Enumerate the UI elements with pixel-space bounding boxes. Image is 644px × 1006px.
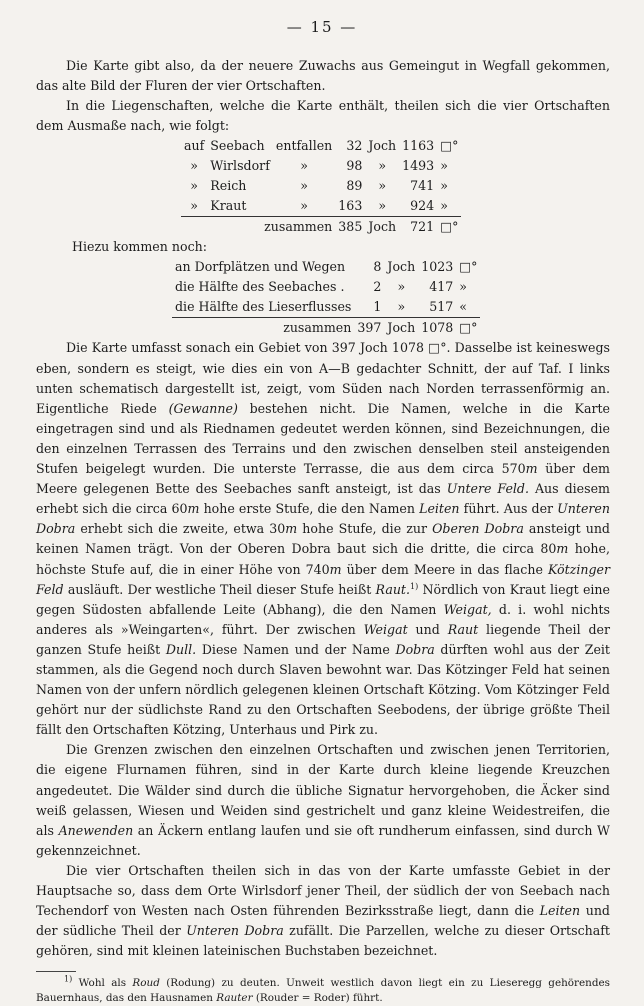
row-sq: « (459, 299, 467, 315)
row-sq: □° (440, 138, 459, 154)
row-joch: 2 (373, 279, 382, 295)
row-unit: » (378, 158, 387, 174)
row-verb: » (300, 198, 308, 214)
row-joch: 89 (346, 178, 363, 194)
row-joch: 98 (346, 158, 363, 174)
footnote-divider (36, 971, 76, 972)
total-unit: Joch (365, 217, 399, 238)
total-joch: 385 (335, 217, 365, 238)
row-label: an Dorfplätzen und Wegen (175, 259, 346, 275)
page-body (36, 56, 610, 1006)
row-sq: » (440, 198, 448, 214)
row-place: Kraut (210, 198, 247, 214)
total-klafter: 1078 (418, 318, 456, 339)
footnote: $^{1)}$ Wohl als Roud (Rodung) zu deuten. Unweit westlich davon liegt ein zu Lieseregg gehörendes Bauernhaus, das den Hausnamen Rauter (Rouder = Roder) führt. (36, 974, 610, 1005)
hiezu-line: Hiezu kommen noch: (72, 239, 207, 255)
total-joch: 397 (354, 318, 384, 339)
row-place: Wirlsdorf (210, 158, 270, 174)
paragraph-2: In die Liegenschaften, welche die Karte enthält, theilen sich die vier Ortschaften dem Ausmaße nach, wie folgt: (36, 98, 610, 134)
row-unit: » (378, 198, 387, 214)
paragraph-5: Die vier Ortschaften theilen sich in das von der Karte umfasste Gebiet in der Hauptsache so, dass dem Orte Wirlsdorf jener Theil, der südlich der von Seebach nach Techendorf von Westen nach Osten führenden Bezirksstraße liegt, dann die Leiten und der südliche Theil der Unteren Dobra zufällt. Die Parzellen, welche zu dieser Ortschaft gehören, sind mit kleinen lateinischen Buchstaben bezeichnet. (36, 862, 610, 959)
row-label: die Hälfte des Seebaches (175, 279, 337, 295)
row-sq: » (440, 158, 448, 174)
row-place: Seebach (210, 138, 265, 154)
row-prefix: » (190, 178, 198, 194)
row-prefix: » (190, 158, 198, 174)
row-prefix: » (190, 198, 198, 214)
table-row (181, 176, 461, 196)
total-row (181, 217, 461, 238)
row-prefix: auf (184, 138, 205, 154)
page-number: — 15 — (286, 18, 358, 36)
table-row (181, 136, 461, 156)
table-row (172, 257, 480, 277)
row-sq: » (459, 279, 467, 295)
row-unit: Joch (368, 138, 397, 154)
row-sq: » (440, 178, 448, 194)
total-row (172, 318, 480, 339)
row-place: Reich (210, 178, 247, 194)
row-klafter: 1023 (421, 259, 454, 275)
row-unit: Joch (387, 259, 416, 275)
row-klafter: 924 (410, 198, 435, 214)
acreage-table (181, 136, 461, 237)
paragraph-4: Die Grenzen zwischen den einzelnen Ortschaften und zwischen jenen Territorien, die eigene Flurnamen führen, sind in der Karte durch kleine liegende Kreuzchen angedeutet. Die Wälder sind durch die übliche Signatur hervorgehoben, die Äcker sind weiß gelassen, Wiesen und Weiden sind gestrichelt und ganz kleine Weidestreifen, die als Anewenden an Äckern entlang laufen und sie oft rundherum einfassen, sind durch W gekennzeichnet. (36, 742, 610, 858)
total-label: zusammen (172, 318, 354, 339)
row-dot: . (340, 279, 345, 295)
row-unit: » (378, 178, 387, 194)
row-label: die Hälfte des Lieserflusses (175, 299, 352, 315)
paragraph-1: Die Karte gibt also, da der neuere Zuwachs aus Gemeingut in Wegfall gekommen, das alte Bild der Fluren der vier Ortschaften. (36, 58, 610, 94)
row-klafter: 741 (410, 178, 435, 194)
row-klafter: 1493 (402, 158, 435, 174)
row-verb: entfallen (275, 138, 333, 154)
paragraph-3: Die Karte umfasst sonach ein Gebiet von 397 Joch 1078 □°. Dasselbe ist keineswegs eben, sondern es steigt, wie dies ein von A—B gedachter Schnitt, der auf Taf. I links unten schematisch dargestellt ist, zeigt, vom Süden nach Norden terrassenförmig an. Eigentliche Riede (Gewanne) bestehen nicht. Die Namen, welche in die Karte eingetragen sind und als Riednamen gedeutet werden können, sind Bezeichnungen, die den einzelnen Terrassen des Terrains und den zwischen denselben steil ansteigenden Stufen beigelegt wurden. Die unterste Terrasse, die aus dem circa 570m über dem Meere gelegenen Bette des Seebaches sanft ansteigt, ist das Untere Feld. Aus diesem erhebt sich die circa 60m hohe erste Stufe, die den Namen Leiten führt. Aus der Unteren Dobra erhebt sich die zweite, etwa 30m hohe Stufe, die zur Oberen Dobra ansteigt und keinen Namen trägt. Von der Oberen Dobra baut sich die dritte, die circa 80m hohe, höchste Stufe auf, die in einer Höhe von 740m über dem Meere in das flache Kötzinger Feld ausläuft. Der westliche Theil dieser Stufe heißt Raut.$^{1)}$ Nördlich von Kraut liegt eine gegen Südosten abfallende Leite (Abhang), die den Namen Weigat, d. i. wohl nichts anderes als »Weingarten«, führt. Der zwischen Weigat und Raut liegende Theil der ganzen Stufe heißt Dull. Diese Namen und der Name Dobra dürften wohl aus der Zeit stammen, als die Gegend noch durch Slaven bewohnt war. Das Kötzinger Feld hat seinen Namen von der unfern nördlich gelegenen kleinen Ortschaft Kötzing. Vom Kötzinger Feld gehört nur der südlichste Rand zu den Ortschaften Seebodens, der übrige größte Theil fällt den Ortschaften Kötzing, Unterhaus und Pirk zu. (36, 340, 611, 738)
row-unit: » (397, 299, 406, 315)
row-joch: 1 (373, 299, 382, 315)
total-label: zusammen (181, 217, 335, 238)
total-sq: □° (437, 217, 461, 238)
row-verb: » (300, 158, 308, 174)
row-klafter: 1163 (402, 138, 435, 154)
total-unit: Joch (384, 318, 418, 339)
row-klafter: 417 (429, 279, 454, 295)
row-joch: 32 (346, 138, 363, 154)
total-sq: □° (456, 318, 480, 339)
row-unit: » (397, 279, 406, 295)
row-sq: □° (459, 259, 478, 275)
table-row (181, 196, 461, 217)
table-row (172, 297, 480, 318)
row-verb: » (300, 178, 308, 194)
table-row (181, 156, 461, 176)
additions-table (172, 257, 480, 338)
table-row (172, 277, 480, 297)
row-joch: 163 (338, 198, 363, 214)
row-joch: 8 (373, 259, 382, 275)
footnote-ref: 1) (410, 581, 419, 591)
total-klafter: 721 (399, 217, 437, 238)
row-klafter: 517 (429, 299, 454, 315)
